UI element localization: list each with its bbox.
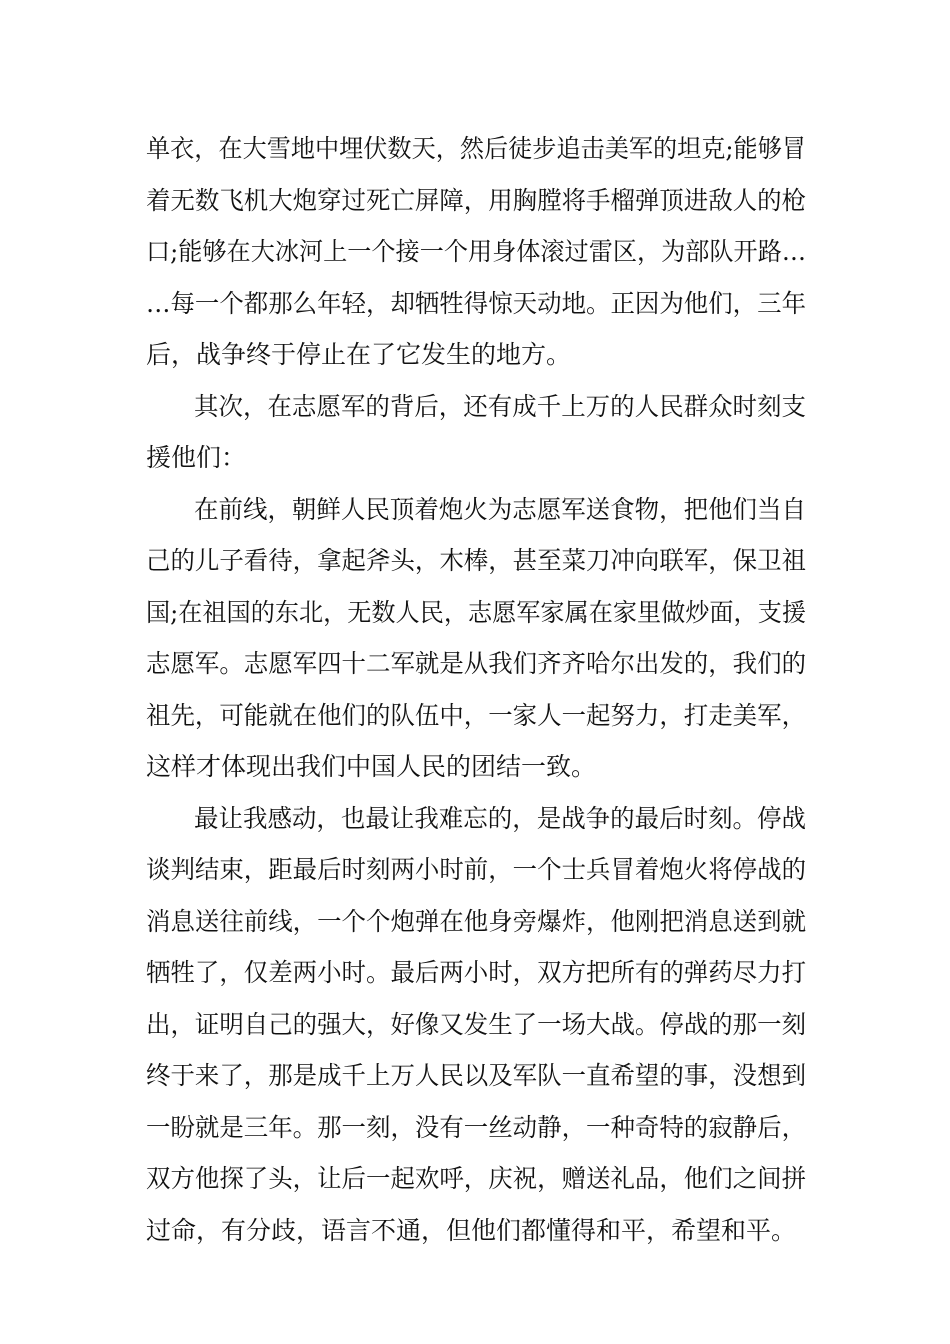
line-text: 后，战争终于停止在了它发生的地方。 <box>146 340 572 369</box>
line-text: 最让我感动，也最让我难忘的，是战争的最后时刻。停战 <box>194 804 807 833</box>
text-line <box>0 335 950 375</box>
text-line <box>0 1108 950 1148</box>
text-line <box>0 181 950 221</box>
text-line <box>0 799 950 839</box>
line-text: …每一个都那么年轻，却牺牲得惊天动地。正因为他们，三年 <box>146 289 807 318</box>
text-line <box>0 129 950 169</box>
text-line <box>0 902 950 942</box>
text-line <box>0 284 950 324</box>
text-line <box>0 1159 950 1199</box>
text-line <box>0 438 950 478</box>
text-line <box>0 953 950 993</box>
line-text: 其次，在志愿军的背后，还有成千上万的人民群众时刻支 <box>194 392 807 421</box>
line-text: 牺牲了，仅差两小时。最后两小时，双方把所有的弹药尽力打 <box>146 958 807 987</box>
line-text: 过命，有分歧，语言不通，但他们都懂得和平，希望和平。 <box>146 1216 797 1245</box>
text-line <box>0 232 950 272</box>
text-line <box>0 644 950 684</box>
line-text: 祖先，可能就在他们的队伍中，一家人一起努力，打走美军， <box>146 701 807 730</box>
line-text: 单衣，在大雪地中埋伏数天，然后徒步追击美军的坦克;能够冒 <box>146 134 806 163</box>
text-line <box>0 1005 950 1045</box>
line-text: 国;在祖国的东北，无数人民，志愿军家属在家里做炒面，支援 <box>146 598 806 627</box>
text-line <box>0 696 950 736</box>
line-text: 在前线，朝鲜人民顶着炮火为志愿军送食物，把他们当自 <box>194 495 807 524</box>
line-text: 口;能够在大冰河上一个接一个用身体滚过雷区，为部队开路… <box>146 237 806 266</box>
text-line <box>0 850 950 890</box>
text-line <box>0 747 950 787</box>
text-line <box>0 387 950 427</box>
line-text: 谈判结束，距最后时刻两小时前，一个士兵冒着炮火将停战的 <box>146 855 807 884</box>
text-line <box>0 1056 950 1096</box>
line-text: 这样才体现出我们中国人民的团结一致。 <box>146 752 597 781</box>
line-text: 己的儿子看待，拿起斧头，木棒，甚至菜刀冲向联军，保卫祖 <box>146 546 807 575</box>
line-text: 终于来了，那是成千上万人民以及军队一直希望的事，没想到 <box>146 1061 807 1090</box>
line-text: 志愿军。志愿军四十二军就是从我们齐齐哈尔出发的，我们的 <box>146 649 807 678</box>
text-line <box>0 1211 950 1251</box>
line-text: 一盼就是三年。那一刻，没有一丝动静，一种奇特的寂静后， <box>146 1113 807 1142</box>
line-text: 援他们： <box>146 443 247 472</box>
line-text: 双方他探了头，让后一起欢呼，庆祝，赠送礼品，他们之间拼 <box>146 1164 807 1193</box>
line-text: 着无数飞机大炮穿过死亡屏障，用胸膛将手榴弹顶进敌人的枪 <box>146 186 807 215</box>
text-line <box>0 593 950 633</box>
text-line <box>0 490 950 530</box>
line-text: 出，证明自己的强大，好像又发生了一场大战。停战的那一刻 <box>146 1010 807 1039</box>
text-line <box>0 541 950 581</box>
line-text: 消息送往前线，一个个炮弹在他身旁爆炸，他刚把消息送到就 <box>146 907 807 936</box>
